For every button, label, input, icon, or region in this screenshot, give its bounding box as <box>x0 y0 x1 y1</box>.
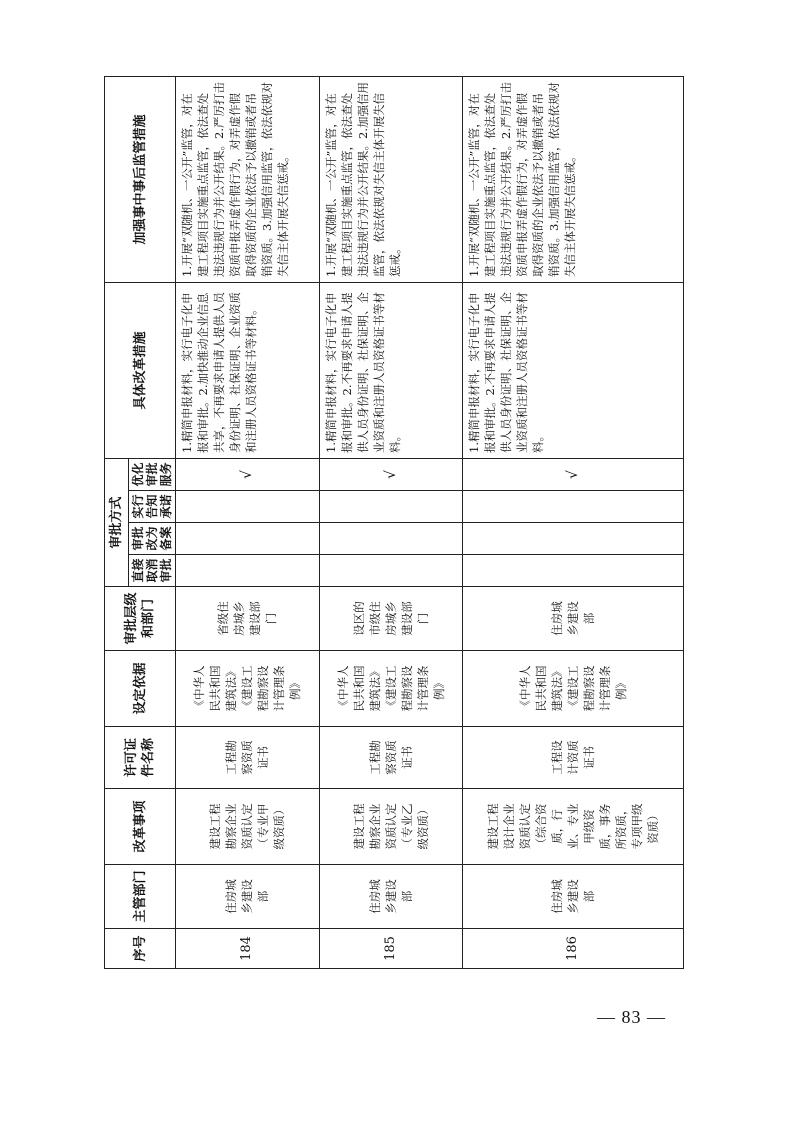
check-mark: √ <box>176 458 320 490</box>
cell-item: 建设工程勘察企业资质认定（专业甲级资质） <box>176 789 320 865</box>
cell-filing <box>463 523 684 555</box>
cell-item: 建设工程设计企业资质认定（综合资质，行业、专业甲级资质，事务所资质，专项甲级资质） <box>463 789 684 865</box>
cell-level: 省级住房城乡建设部门 <box>176 587 320 651</box>
cell-item: 建设工程勘察企业资质认定（专业乙级资质） <box>319 789 463 865</box>
cell-cancel <box>463 555 684 587</box>
page-number: — 83 — <box>597 1007 666 1027</box>
cell-dept: 住房城乡建设部 <box>176 865 320 929</box>
cell-filing <box>319 523 463 555</box>
cell-level: 设区的市级住房城乡建设部门 <box>319 587 463 651</box>
header-mode-optimize: 优化审批服务 <box>129 458 176 490</box>
header-mode-filing: 审批改为备案 <box>129 523 176 555</box>
cell-license: 工程设计资质证书 <box>463 727 684 789</box>
cell-seq: 185 <box>319 929 463 969</box>
header-item: 改革事项 <box>105 789 176 865</box>
cell-filing <box>176 523 320 555</box>
table-row <box>319 76 463 968</box>
rotated-table-container <box>104 82 684 969</box>
cell-dept: 住房城乡建设部 <box>319 865 463 929</box>
header-mode: 审批方式 <box>105 458 129 586</box>
cell-basis: 《中华人民共和国建筑法》《建设工程勘察设计管理条例》 <box>319 651 463 727</box>
cell-supervision: 1.开展“双随机、一公开”监管，对在建工程项目实施重点监管，依法查处违法违规行为并公开结果。2.严厉打击资质申报弄虚作假行为，对弄虚作假取得资质的企业依法予以撤销或者吊销资质。3.加强信用监管，依法依规对失信主体开展失信惩戒。 <box>463 76 684 282</box>
check-mark: √ <box>463 458 684 490</box>
cell-commit <box>463 491 684 523</box>
header-seq: 序号 <box>105 929 176 969</box>
cell-commit <box>319 491 463 523</box>
cell-seq: 184 <box>176 929 320 969</box>
header-mode-cancel: 直接取消审批 <box>129 555 176 587</box>
header-mode-commit: 实行告知承诺 <box>129 491 176 523</box>
header-row <box>105 76 129 968</box>
cell-measures: 1.精简申报材料，实行电子化申报和审批。2.不再要求申请人提供人员身份证明、社保证明、企业资质和注册人员资格证书等材料。 <box>319 282 463 458</box>
cell-license: 工程勘察资质证书 <box>176 727 320 789</box>
cell-commit <box>176 491 320 523</box>
reform-items-table <box>104 76 684 969</box>
cell-basis: 《中华人民共和国建筑法》《建设工程勘察设计管理条例》 <box>463 651 684 727</box>
table-row <box>463 76 684 968</box>
cell-cancel <box>319 555 463 587</box>
header-supervision: 加强事中事后监管措施 <box>105 76 176 282</box>
cell-supervision: 1.开展“双随机、一公开”监管，对在建工程项目实施重点监管，依法查处违法违规行为并公开结果。2.严厉打击资质申报弄虚作假行为，对弄虚作假取得资质的企业依法予以撤销或者吊销资质。3.加强信用监管，依法依规对失信主体开展失信惩戒。 <box>176 76 320 282</box>
cell-supervision: 1.开展“双随机、一公开”监管，对在建工程项目实施重点监管，依法查处违法违规行为并公开结果。2.加强信用监管，依法依规对失信主体开展失信惩戒。 <box>319 76 463 282</box>
cell-basis: 《中华人民共和国建筑法》《建设工程勘察设计管理条例》 <box>176 651 320 727</box>
cell-seq: 186 <box>463 929 684 969</box>
header-dept: 主管部门 <box>105 865 176 929</box>
cell-level: 住房城乡建设部 <box>463 587 684 651</box>
header-measures: 具体改革措施 <box>105 282 176 458</box>
header-level: 审批层级和部门 <box>105 587 176 651</box>
header-license: 许可证件名称 <box>105 727 176 789</box>
check-mark: √ <box>319 458 463 490</box>
cell-dept: 住房城乡建设部 <box>463 865 684 929</box>
header-basis: 设定依据 <box>105 651 176 727</box>
table-row <box>176 76 320 968</box>
cell-license: 工程勘察资质证书 <box>319 727 463 789</box>
cell-measures: 1.精简申报材料，实行电子化申报和审批。2.不再要求申请人提供人员身份证明、社保证明、企业资质和注册人员资格证书等材料。 <box>463 282 684 458</box>
cell-measures: 1.精简申报材料，实行电子化申报和审批。2.加快推动企业信息共享，不再要求申请人提供人员身份证明、社保证明、企业资质和注册人员资格证书等材料。 <box>176 282 320 458</box>
cell-cancel <box>176 555 320 587</box>
